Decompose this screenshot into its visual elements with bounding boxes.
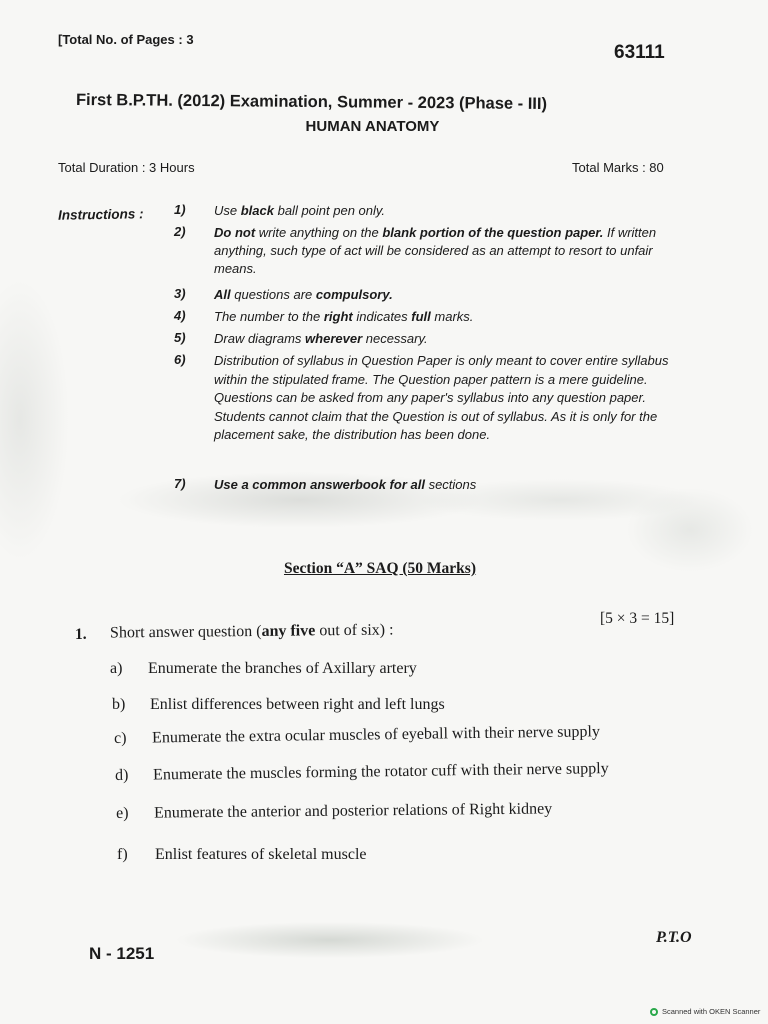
pto-label: P.T.O <box>656 929 692 946</box>
instruction-text: The number to the right indicates full marks. <box>214 309 474 324</box>
question-number: 1. <box>75 626 87 643</box>
instruction-number: 5) <box>174 330 186 345</box>
instruction-text: All questions are compulsory. <box>214 287 393 302</box>
subquestion-label: e) <box>116 804 129 822</box>
total-pages: [Total No. of Pages : 3 <box>58 32 194 47</box>
instruction-number: 1) <box>174 202 186 217</box>
subquestion-text: Enumerate the muscles forming the rotator cuff with their nerve supply <box>152 760 609 784</box>
exam-title: First B.P.TH. (2012) Examination, Summer - 2023 (Phase - III) <box>75 90 548 114</box>
subquestion-label: b) <box>112 696 126 713</box>
scanner-watermark <box>650 1007 760 1016</box>
question-marks: [5 × 3 = 15] <box>600 610 675 627</box>
instruction-number: 4) <box>174 308 186 323</box>
subquestion-text: Enumerate the anterior and posterior relations of Right kidney <box>153 800 553 822</box>
subquestion-text: Enumerate the extra ocular muscles of eyeball with their nerve supply <box>151 723 601 747</box>
instruction-number: 7) <box>174 476 186 491</box>
subquestion-label: c) <box>114 729 127 747</box>
instruction-text: Distribution of syllabus in Question Paper is only meant to cover entire syllabus within the stipulated frame. The Question paper pattern is a mere guideline. Questions can be asked from any paper's syllabus into any question paper. Students cannot claim that the Question is out of syllabus. As it is only for the placement sake, the distribution has been done. <box>214 353 669 442</box>
footer-code: N - 1251 <box>89 944 155 963</box>
subquestion-text: Enumerate the branches of Axillary artery <box>148 660 417 677</box>
instruction-text: Do not write anything on the blank portion of the question paper. If written anything, such type of act will be considered as an attempt to resort to unfair means. <box>214 225 657 276</box>
subquestion-text: Enlist differences between right and left lungs <box>150 696 445 713</box>
instruction-number: 3) <box>174 286 186 301</box>
instruction-text: Draw diagrams wherever necessary. <box>214 331 428 346</box>
subquestion-label: f) <box>117 846 128 863</box>
instruction-number: 2) <box>174 224 186 239</box>
instruction-number: 6) <box>174 352 186 367</box>
instruction-text: Use a common answerbook for all sections <box>214 477 477 492</box>
scanner-watermark-text: Scanned with OKEN Scanner <box>662 1007 761 1016</box>
section-a-heading: Section “A” SAQ (50 Marks) <box>283 560 477 577</box>
scanner-logo-icon <box>650 1008 658 1016</box>
total-marks: Total Marks : 80 <box>572 160 664 175</box>
subject-title: HUMAN ANATOMY <box>305 118 440 135</box>
subquestion-label: a) <box>110 660 123 677</box>
instruction-text: Use black ball point pen only. <box>214 203 386 218</box>
subquestion-text: Enlist features of skeletal muscle <box>155 846 367 863</box>
subquestion-label: d) <box>115 766 129 784</box>
question-text: Short answer question (any five out of six) : <box>109 621 394 642</box>
total-duration: Total Duration : 3 Hours <box>58 160 195 175</box>
paper-code: 63111 <box>614 42 665 63</box>
instructions-label: Instructions : <box>57 206 144 223</box>
